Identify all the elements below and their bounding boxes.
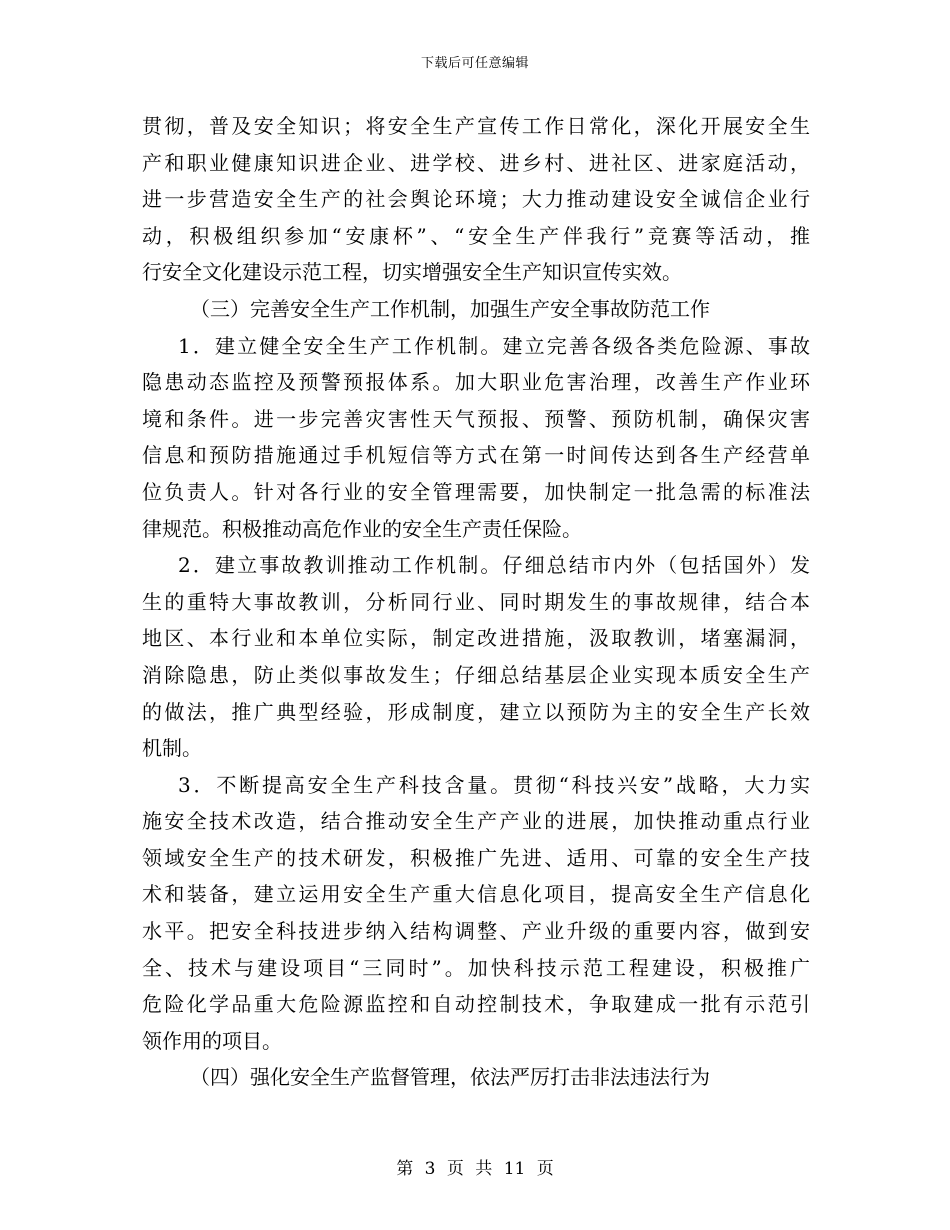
body-line: 全、技术与建设项目“三同时”。加快科技示范工程建设，积极推广 <box>142 955 810 980</box>
body-line: 隐患动态监控及预警预报体系。加大职业危害治理，改善生产作业环 <box>142 370 810 395</box>
body-line: 领域安全生产的技术研发，积极推广先进、适用、可靠的安全生产技 <box>142 845 810 870</box>
body-line: 术和装备，建立运用安全生产重大信息化项目，提高安全生产信息化 <box>142 882 810 907</box>
body-line: 行安全文化建设示范工程，切实增强安全生产知识宣传实效。 <box>142 260 682 285</box>
section-heading: （三）完善安全生产工作机制，加强生产安全事故防范工作 <box>190 296 710 321</box>
body-line: 施安全技术改造，结合推动安全生产产业的进展，加快推动重点行业 <box>142 809 810 834</box>
document-body <box>142 108 810 1096</box>
body-line: 产和职业健康知识进企业、进学校、进乡村、进社区、进家庭活动， <box>142 150 810 175</box>
body-line: 消除隐患，防止类似事故发生；仔细总结基层企业实现本质安全生产 <box>142 662 810 687</box>
body-line: 危险化学品重大危险源监控和自动控制技术，争取建成一批有示范引 <box>142 992 810 1017</box>
body-line: 的做法，推广典型经验，形成制度，建立以预防为主的安全生产长效 <box>142 699 810 724</box>
body-line: 2．建立事故教训推动工作机制。仔细总结市内外（包括国外）发 <box>178 553 810 578</box>
body-line: 机制。 <box>142 736 202 761</box>
body-line: 动，积极组织参加“安康杯”、“安全生产伴我行”竞赛等活动，推 <box>142 223 810 248</box>
section-heading: （四）强化安全生产监督管理，依法严厉打击非法违法行为 <box>190 1065 710 1090</box>
page-header-note: 下载后可任意编辑 <box>420 56 529 71</box>
body-line: 生的重特大事故教训，分析同行业、同时期发生的事故规律，结合本 <box>142 589 810 614</box>
body-line: 律规范。积极推动高危作业的安全生产责任保险。 <box>142 516 582 541</box>
body-line: 1．建立健全安全生产工作机制。建立完善各级各类危险源、事故 <box>178 333 810 358</box>
body-line: 水平。把安全科技进步纳入结构调整、产业升级的重要内容，做到安 <box>142 919 810 944</box>
body-line: 领作用的项目。 <box>142 1028 282 1053</box>
body-line: 位负责人。针对各行业的安全管理需要，加快制定一批急需的标准法 <box>142 479 810 504</box>
body-line: 地区、本行业和本单位实际，制定改进措施，汲取教训，堵塞漏洞， <box>142 626 810 651</box>
body-line: 3．不断提高安全生产科技含量。贯彻“科技兴安”战略，大力实 <box>178 772 810 797</box>
body-line: 境和条件。进一步完善灾害性天气预报、预警、预防机制，确保灾害 <box>142 406 810 431</box>
body-line: 信息和预防措施通过手机短信等方式在第一时间传达到各生产经营单 <box>142 443 810 468</box>
body-line: 进一步营造安全生产的社会舆论环境；大力推动建设安全诚信企业行 <box>142 187 810 212</box>
body-line: 贯彻，普及安全知识；将安全生产宣传工作日常化，深化开展安全生 <box>142 114 810 138</box>
page-number: 第 3 页 共 11 页 <box>396 1159 554 1179</box>
